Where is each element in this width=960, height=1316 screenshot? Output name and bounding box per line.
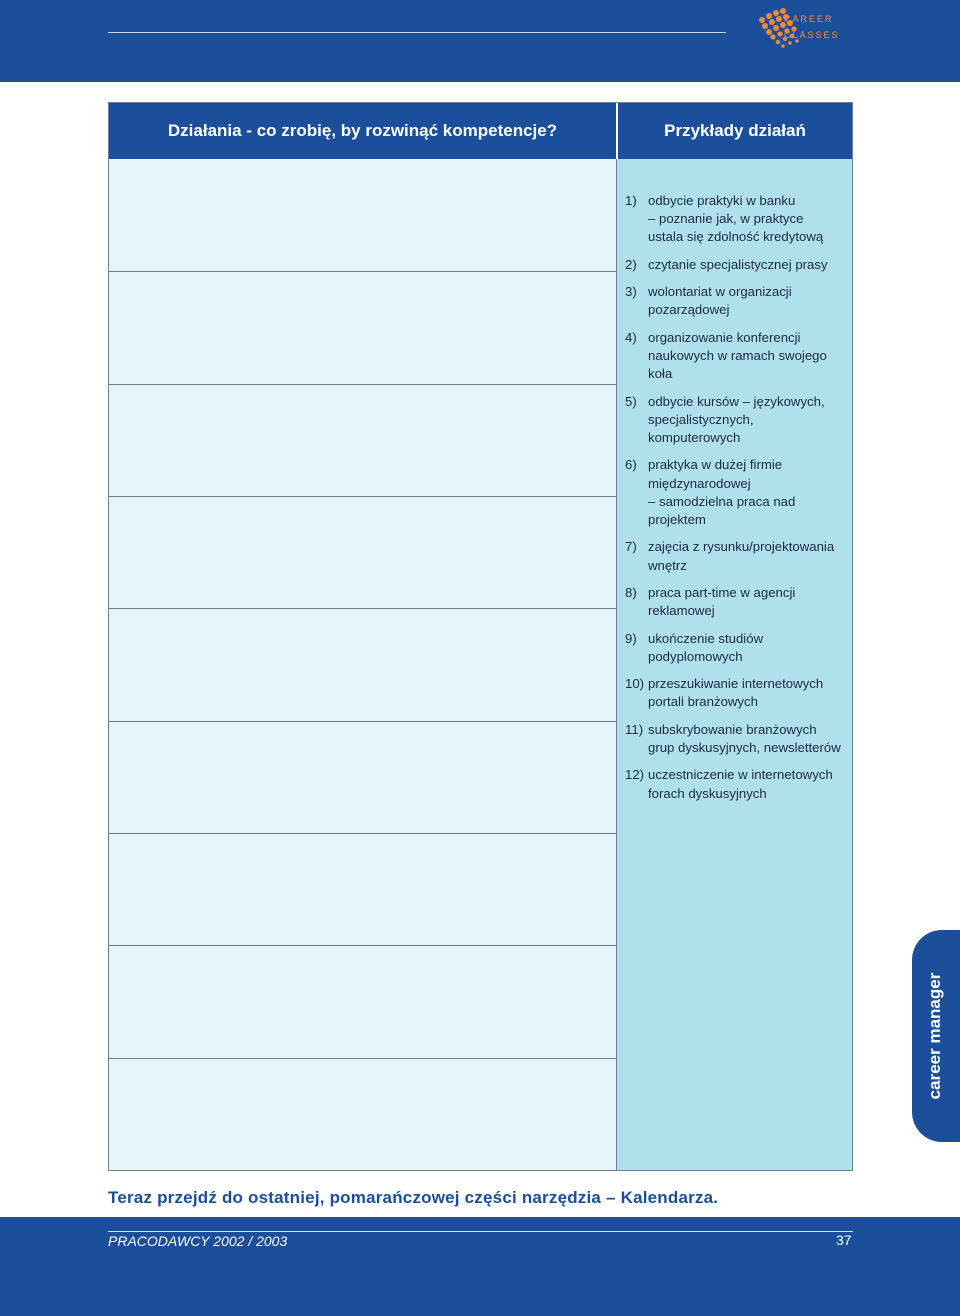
action-entry-row[interactable] [109, 271, 616, 383]
example-text: subskrybowanie branżowych grup dyskusyjnych, newsletterów [648, 721, 841, 755]
example-item [625, 584, 850, 620]
competence-table [108, 102, 853, 1171]
top-divider [108, 32, 726, 33]
example-item [625, 192, 850, 247]
example-text: odbycie praktyki w banku – poznanie jak, w praktyce ustala się zdolność kredytową [648, 193, 824, 245]
action-entry-row[interactable] [109, 833, 616, 945]
example-text: praca part-time w agencji reklamowej [648, 584, 796, 619]
header-examples: Przykłady działań [618, 103, 852, 159]
example-text: przeszukiwanie internetowych portali branżowych [648, 676, 824, 710]
example-text: uczestniczenie w internetowych forach dyskusyjnych [648, 767, 833, 801]
example-text: odbycie kursów – językowych, specjalistycznych, komputerowych [648, 393, 825, 445]
example-text: ukończenie studiów podyplomowych [648, 630, 764, 664]
example-text: zajęcia z rysunku/projektowania wnętrz [648, 539, 835, 573]
example-number: 3) [625, 284, 637, 300]
header-actions: Działania - co zrobię, by rozwinąć kompetencje? [109, 103, 616, 159]
examples-column [617, 159, 852, 1170]
logo-text-top: CAREER [784, 14, 834, 24]
side-tab-label: career manager [925, 972, 944, 1100]
bottom-divider [108, 1231, 853, 1232]
example-number: 4) [625, 329, 637, 345]
action-entry-row[interactable] [109, 945, 616, 1057]
example-text: wolontariat w organizacji pozarządowej [648, 284, 792, 318]
career-logo-icon [752, 4, 862, 52]
example-text: praktyka w dużej firmie międzynarodowej – samodzielna praca nad projektem [648, 457, 796, 527]
example-item [625, 256, 850, 274]
actions-column [109, 159, 616, 1170]
action-entry-row[interactable] [109, 384, 616, 496]
page-number: 37 [836, 1232, 852, 1248]
example-number: 6) [625, 457, 637, 473]
action-entry-row[interactable] [109, 496, 616, 608]
example-number: 5) [625, 393, 637, 409]
example-item [625, 329, 850, 384]
example-number: 1) [625, 193, 637, 208]
example-item [625, 630, 850, 666]
example-item [625, 721, 850, 757]
example-text: czytanie specjalistycznej prasy [648, 256, 828, 272]
example-number: 12) [625, 767, 645, 783]
example-number: 8) [625, 584, 637, 600]
example-item [625, 283, 850, 319]
example-number: 7) [625, 539, 637, 555]
example-item [625, 538, 850, 574]
logo-text-bottom: CLASSES [784, 30, 840, 40]
calendar-instruction: Teraz przejdź do ostatniej, pomarańczowej części narzędzia – Kalendarza. [108, 1188, 719, 1207]
example-number: 10) [625, 676, 645, 692]
example-text: organizowanie konferencji naukowych w ramach swojego koła [648, 329, 827, 382]
examples-list [625, 192, 850, 812]
example-item [625, 675, 850, 711]
action-entry-row[interactable] [109, 159, 616, 271]
example-number: 9) [625, 630, 637, 646]
publication-title: PRACODAWCY 2002 / 2003 [108, 1233, 288, 1249]
example-item [625, 456, 850, 529]
example-item [625, 393, 850, 448]
action-entry-row[interactable] [109, 721, 616, 833]
action-entry-row[interactable] [109, 1058, 616, 1170]
example-item [625, 766, 850, 802]
example-number: 11) [625, 721, 644, 737]
action-entry-row[interactable] [109, 608, 616, 720]
example-number: 2) [625, 256, 637, 272]
